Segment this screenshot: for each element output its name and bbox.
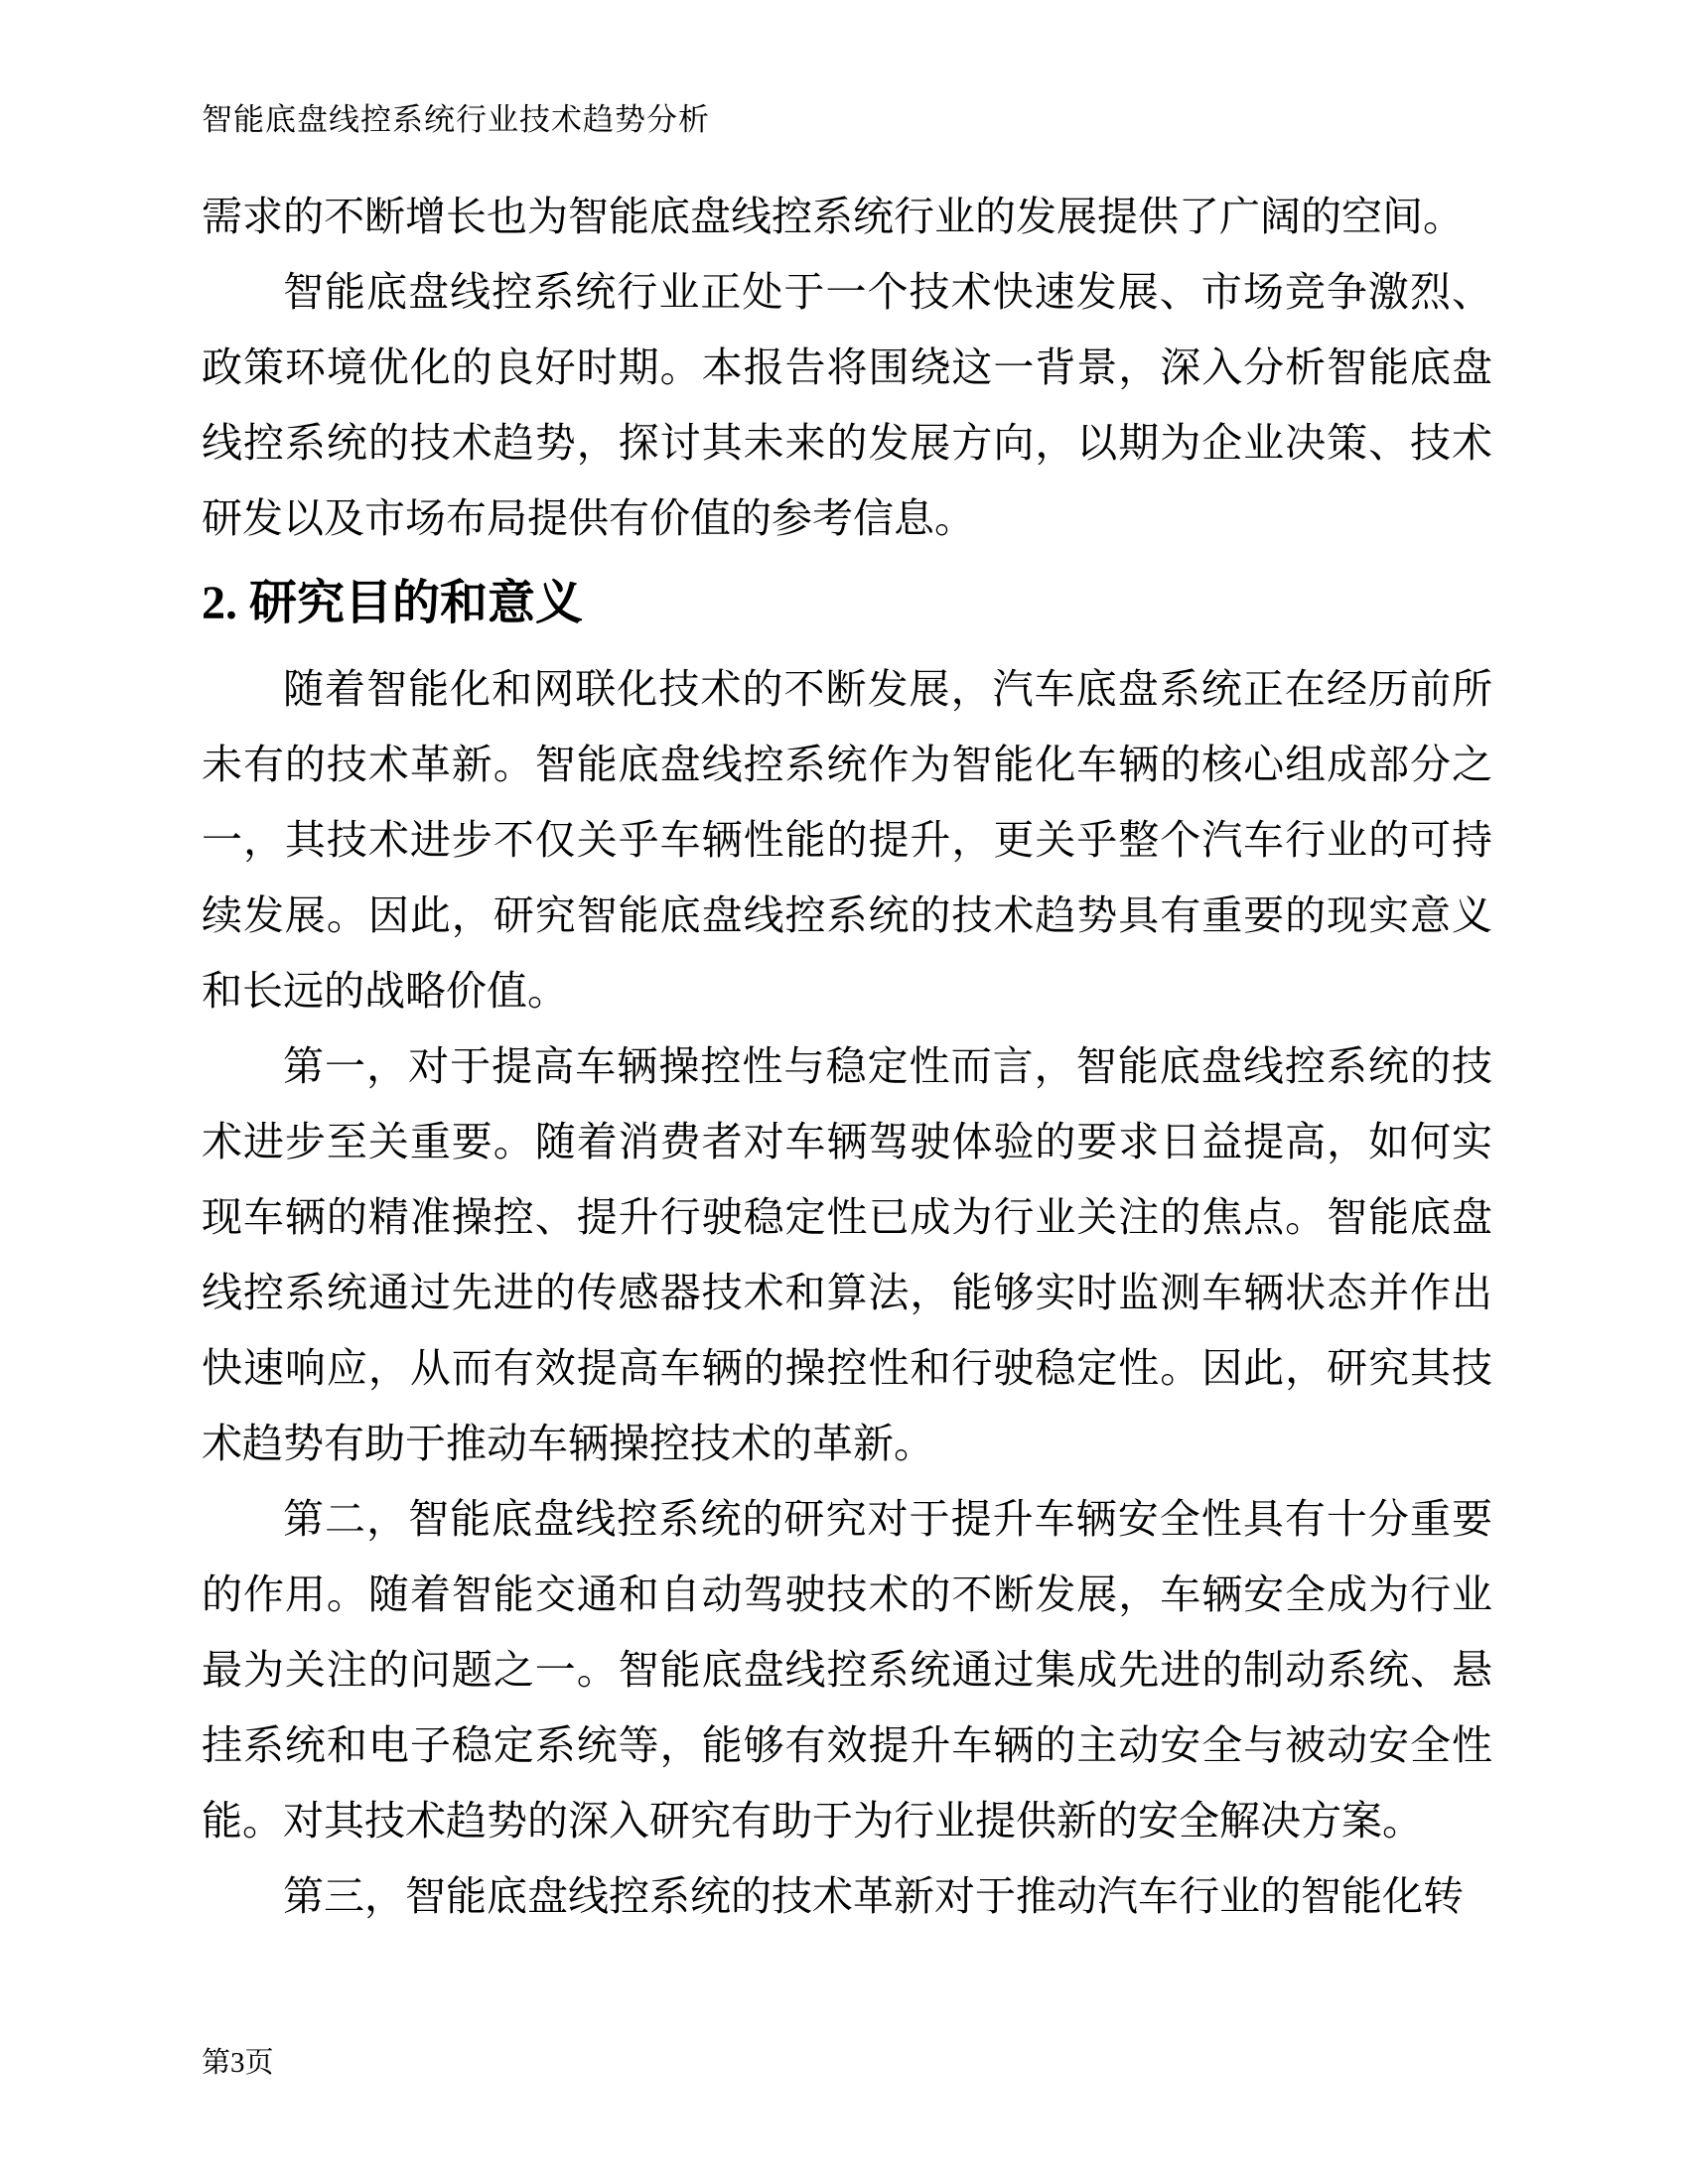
paragraph: 随着智能化和网联化技术的不断发展，汽车底盘系统正在经历前所未有的技术革新。智能底盘线控系统作为智能化车辆的核心组成部分之一，其技术进步不仅关乎车辆性能的提升，更关乎整个汽车行业的可持续发展。因此，研究智能底盘线控系统的技术趋势具有重要的现实意义和长远的战略价值。 (202, 666, 1492, 1014)
page-header-title: 智能底盘线控系统行业技术趋势分析 (202, 102, 710, 137)
section-heading: 2. 研究目的和意义 (202, 577, 584, 629)
paragraph: 需求的不断增长也为智能底盘线控系统行业的发展提供了广阔的空间。 (202, 194, 1464, 239)
page-footer (202, 2040, 274, 2081)
paragraph: 第二，智能底盘线控系统的研究对于提升车辆安全性具有十分重要的作用。随着智能交通和自动驾驶技术的不断发展，车辆安全成为行业最为关注的问题之一。智能底盘线控系统通过集成先进的制动系统、悬挂系统和电子稳定系统等，能够有效提升车辆的主动安全与被动安全性能。对其技术趋势的深入研究有助于为行业提供新的安全解决方案。 (202, 1496, 1492, 1843)
paragraph: 第三，智能底盘线控系统的技术革新对于推动汽车行业的智能化转 (283, 1873, 1464, 1919)
paragraph: 第一，对于提高车辆操控性与稳定性而言，智能底盘线控系统的技术进步至关重要。随着消费者对车辆驾驶体验的要求日益提高，如何实现车辆的精准操控、提升行驶稳定性已成为行业关注的焦点。智能底盘线控系统通过先进的传感器技术和算法，能够实时监测车辆状态并作出快速响应，从而有效提高车辆的操控性和行驶稳定性。因此，研究其技术趋势有助于推动车辆操控技术的革新。 (202, 1043, 1492, 1466)
page-number-label: 第3页 (202, 2047, 274, 2079)
document-body (202, 179, 1492, 1934)
page-header (202, 94, 710, 139)
paragraph: 智能底盘线控系统行业正处于一个技术快速发展、市场竞争激烈、政策环境优化的良好时期。本报告将围绕这一背景，深入分析智能底盘线控系统的技术趋势，探讨其未来的发展方向，以期为企业决策、技术研发以及市场布局提供有价值的参考信息。 (202, 269, 1492, 541)
